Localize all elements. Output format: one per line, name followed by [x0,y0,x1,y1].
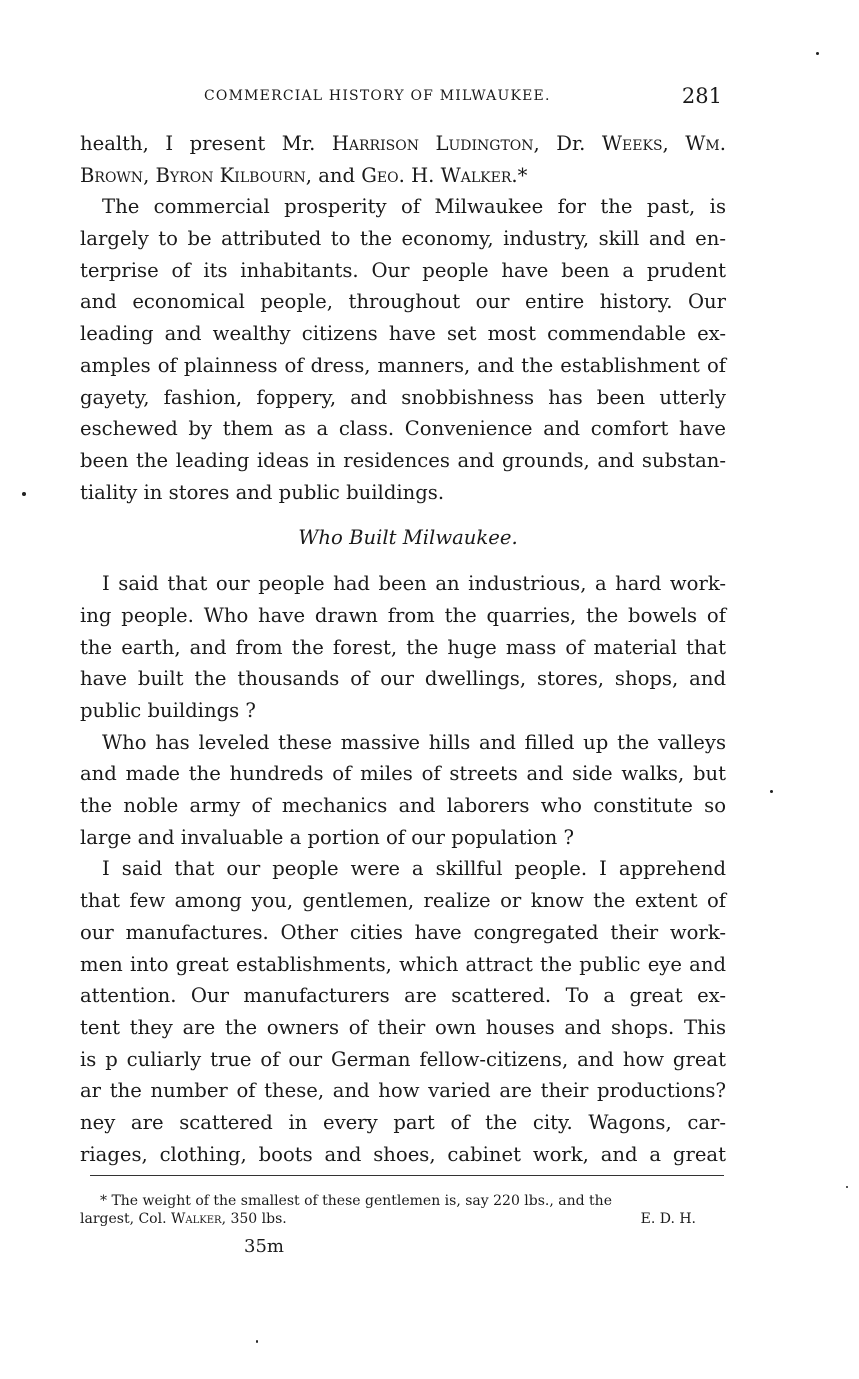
paragraph-2-line: been the leading ideas in residences and grounds, and substan- [80,448,726,472]
footnote-line-1: * The weight of the smallest of these gentlemen is, say 220 lbs., and the [100,1193,612,1209]
paragraph-3-line: the earth, and from the forest, the huge mass of material that [80,635,726,659]
footnote [80,1192,726,1228]
paragraph-4-line: and made the hundreds of miles of streets and side walks, but [80,762,726,786]
paragraph-5-line: ney are scattered in every part of the city. Wagons, car- [80,1110,726,1134]
footnote-line-2-text: largest, Col. Walker, 350 lbs. [80,1211,287,1227]
paragraph-4-line: large and invaluable a portion of our population ? [80,825,575,849]
footnote-initials: E. D. H. [640,1211,696,1227]
paragraph-2-line: The commercial prosperity of Milwaukee for the past, is [102,195,726,219]
running-head [80,84,726,114]
paragraph-4-line: the noble army of mechanics and laborers who constitute so [80,794,726,818]
name-byron-kilbourn: Byron Kilbourn [155,163,306,187]
paragraph-2-line: eschewed by them as a class. Convenience and comfort have [80,417,726,441]
paragraph-4-line: Who has leveled these massive hills and filled up the valleys [102,730,726,754]
page-number: 281 [681,84,722,108]
name-brown: Brown [80,163,144,187]
paragraph-3-line: public buildings ? [80,699,256,722]
scan-speck [770,790,773,793]
scan-speck [846,1186,848,1188]
section-heading: Who Built Milwaukee. [298,526,518,550]
scan-speck [22,492,26,496]
name-wm: Wm. [685,132,726,155]
paragraph-2-line: amples of plainness of dress, manners, and the establishment of [80,353,726,377]
footnote-rule [90,1175,724,1176]
paragraph-5-line: tent they are the owners of their own houses and shops. This [80,1015,726,1039]
paragraph-1-line-2: Brown, Byron Kilbourn, and Geo. H. Walker.* [80,163,528,187]
signature-mark: 35m [244,1236,284,1257]
name-geo-h-walker: Geo. H. Walker [361,163,512,187]
scan-speck [256,1340,258,1343]
name-weeks: Weeks [601,132,663,155]
paragraph-5-line: attention. Our manufacturers are scattered. To a great ex- [80,984,726,1008]
paragraph-2-line: tiality in stores and public buildings. [80,480,445,504]
scan-speck [816,52,819,55]
name-harrison-ludington: Harrison Ludington [331,132,534,155]
running-title: COMMERCIAL HISTORY OF MILWAUKEE. [204,88,551,104]
paragraph-2-line: leading and wealthy citizens have set most commendable ex- [80,322,726,346]
paragraph-3-line: have built the thousands of our dwellings, stores, shops, and [80,667,726,691]
footnote-line-2 [80,1210,726,1228]
paragraph-5-line: that few among you, gentlemen, realize or know the extent of [80,889,726,913]
paragraph-1-line-1: health, I present Mr. Harrison Ludington, Dr. Weeks, Wm. [80,132,726,155]
paragraph-5-line: riages, clothing, boots and shoes, cabinet work, and a great [80,1142,726,1166]
paragraph-5-line: is p culiarly true of our German fellow-citizens, and how great [80,1047,726,1071]
paragraph-3-line: ing people. Who have drawn from the quarries, the bowels of [80,603,726,627]
body-text [80,128,726,1170]
name-walker: Walker [171,1211,222,1227]
paragraph-3-line: I said that our people had been an industrious, a hard work- [102,572,726,596]
paragraph-2-line: largely to be attributed to the economy, industry, skill and en- [80,227,726,251]
paragraph-5-line: our manufactures. Other cities have congregated their work- [80,920,726,944]
paragraph-5-line: ar the number of these, and how varied are their productions? [80,1079,726,1103]
paragraph-2-line: terprise of its inhabitants. Our people have been a prudent [80,258,726,282]
paragraph-5-line: I said that our people were a skillful people. I apprehend [102,857,726,881]
paragraph-2-line: gayety, fashion, foppery, and snobbishness has been utterly [80,385,726,409]
paragraph-5-line: men into great establishments, which attract the public eye and [80,952,726,976]
paragraph-2-line: and economical people, throughout our entire history. Our [80,290,726,314]
